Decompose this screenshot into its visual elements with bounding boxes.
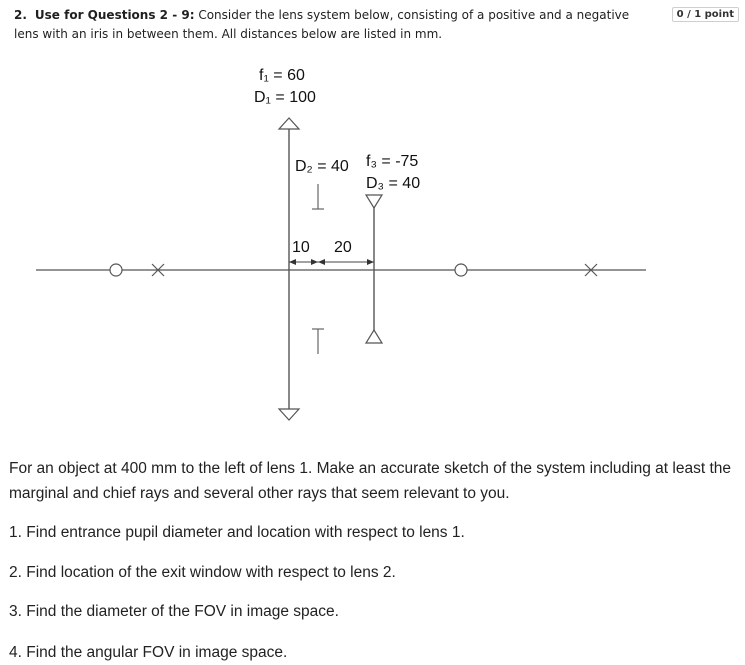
lens-system-diagram — [0, 50, 745, 430]
points-badge: 0 / 1 point — [672, 7, 739, 22]
lens-1-focal-label: f₁ = 60 — [259, 67, 305, 84]
lens-3-top-arrow — [366, 195, 382, 208]
question-item-1: 1. Find entrance pupil diameter and location with respect to lens 1. — [9, 524, 465, 541]
lens-3-bottom-arrow — [366, 330, 382, 343]
question-text: Consider the lens system below, consisting of a positive and a negative lens with an iris in between them. All distances below are listed in mm. — [14, 8, 630, 41]
focal-point-circle-left — [110, 264, 122, 276]
lens-3-focal-label: f₃ = -75 — [366, 153, 419, 170]
question-bold-prefix: Use for Questions 2 - 9: — [34, 8, 195, 22]
problem-intro: For an object at 400 mm to the left of lens 1. Make an accurate sketch of the system including at least the marginal and chief rays and several other rays that seem relevant to you. — [9, 460, 731, 502]
lens-3-diameter-label: D₃ = 40 — [366, 175, 421, 192]
dim-arrow-iris-left — [311, 259, 318, 265]
dim-arrow-left — [289, 259, 296, 265]
focal-point-circle-right — [455, 264, 467, 276]
question-number: 2. — [14, 8, 27, 22]
distance-label-2: 20 — [334, 239, 352, 256]
dim-arrow-right — [367, 259, 374, 265]
lens-1-top-arrow — [279, 118, 299, 129]
question-item-3: 3. Find the diameter of the FOV in image space. — [9, 603, 339, 620]
lens-1-diameter-label: D₁ = 100 — [254, 89, 316, 106]
question-item-4: 4. Find the angular FOV in image space. — [9, 644, 288, 661]
question-header — [14, 6, 654, 44]
dim-arrow-iris-right — [318, 259, 325, 265]
lens-1-bottom-arrow — [279, 409, 299, 420]
distance-label-1: 10 — [292, 239, 310, 256]
iris-diameter-label: D₂ = 40 — [295, 158, 349, 175]
question-item-2: 2. Find location of the exit window with respect to lens 2. — [9, 564, 396, 581]
